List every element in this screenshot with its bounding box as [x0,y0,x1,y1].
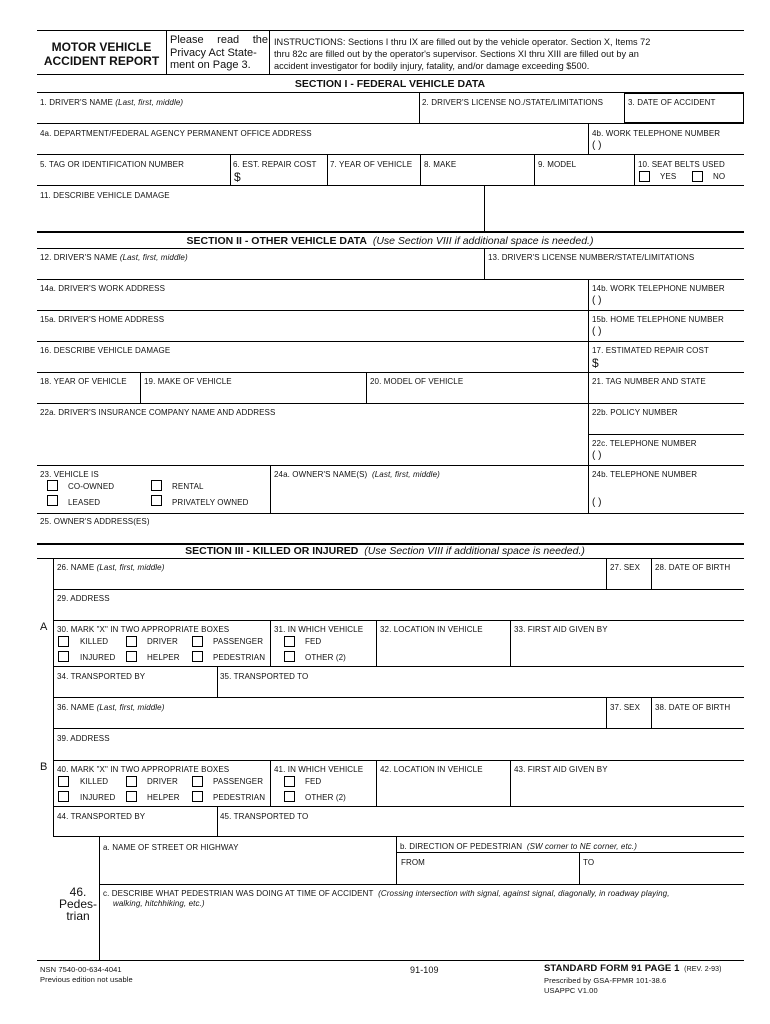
a-fed-label: FED [305,637,322,646]
f2-label: 2. DRIVER'S LICENSE NO./STATE/LIMITATIONS [422,98,604,107]
f24a-label: 24a. OWNER'S NAME(S) (Last, first, middle) [274,470,440,479]
a-injured-label: INJURED [80,653,116,662]
f28-label: 28. DATE OF BIRTH [655,563,731,572]
f15b-parens: ( ) [592,326,602,337]
rental-label: RENTAL [172,482,204,491]
f46c-hint: walking, hitchhiking, etc.) [113,899,205,908]
section2-title: SECTION II - OTHER VEHICLE DATA (Use Section VIII if additional space is needed.) [186,235,594,247]
f24b-parens: ( ) [592,497,602,508]
f17-label: 17. ESTIMATED REPAIR COST [592,346,709,355]
f22a-label: 22a. DRIVER'S INSURANCE COMPANY NAME AND ADDRESS [40,408,276,417]
b-pedestrian-checkbox[interactable] [192,791,203,802]
f46a-label: a. NAME OF STREET OR HIGHWAY [103,843,239,852]
a-other-label: OTHER (2) [305,653,346,662]
f13-label: 13. DRIVER'S LICENSE NUMBER/STATE/LIMITATIONS [488,253,695,262]
f36-label: 36. NAME (Last, first, middle) [57,703,165,712]
form-title-line1: MOTOR VEHICLE [51,40,152,54]
f32-label: 32. LOCATION IN VEHICLE [380,625,483,634]
f30-label: 30. MARK "X" IN TWO APPROPRIATE BOXES [57,625,230,634]
a-killed-label: KILLED [80,637,109,646]
f38-label: 38. DATE OF BIRTH [655,703,731,712]
f6-label: 6. EST. REPAIR COST [233,160,317,169]
f41-label: 41. IN WHICH VEHICLE [274,765,364,774]
a-killed-checkbox[interactable] [58,636,69,647]
b-fed-checkbox[interactable] [284,776,295,787]
f8-label: 8. MAKE [424,160,457,169]
form-title [37,40,166,68]
seatbelt-no-checkbox[interactable] [692,171,703,182]
f18-label: 18. YEAR OF VEHICLE [40,377,127,386]
usappc: USAPPC V1.00 [544,986,598,995]
f40-label: 40. MARK "X" IN TWO APPROPRIATE BOXES [57,765,230,774]
f25-label: 25. OWNER'S ADDRESS(ES) [40,517,150,526]
f37-label: 37. SEX [610,703,641,712]
b-driver-label: DRIVER [147,777,178,786]
rental-checkbox[interactable] [151,480,162,491]
f14a-label: 14a. DRIVER'S WORK ADDRESS [40,284,166,293]
seatbelt-yes-label: YES [660,172,677,181]
a-pedestrian-checkbox[interactable] [192,651,203,662]
b-other-checkbox[interactable] [284,791,295,802]
a-driver-checkbox[interactable] [126,636,137,647]
f34-label: 34. TRANSPORTED BY [57,672,146,681]
f35-label: 35. TRANSPORTED TO [220,672,309,681]
f39-label: 39. ADDRESS [57,734,110,743]
a-other-checkbox[interactable] [284,651,295,662]
a-passenger-checkbox[interactable] [192,636,203,647]
co-owned-label: CO-OWNED [68,482,115,491]
a-driver-label: DRIVER [147,637,178,646]
f14b-parens: ( ) [592,295,602,306]
f15a-label: 15a. DRIVER'S HOME ADDRESS [40,315,165,324]
f22b-label: 22b. POLICY NUMBER [592,408,678,417]
f43-label: 43. FIRST AID GIVEN BY [514,765,608,774]
prescribed: Prescribed by GSA-FPMR 101-38.6 [544,976,667,985]
pedestrian-label: 46. Pedes- trian [58,885,98,923]
f9-label: 9. MODEL [538,160,577,169]
f14b-label: 14b. WORK TELEPHONE NUMBER [592,284,725,293]
f4b-parens: ( ) [592,140,602,151]
f33-label: 33. FIRST AID GIVEN BY [514,625,608,634]
form-title-line2: ACCIDENT REPORT [43,54,160,68]
f11-field[interactable] [40,202,480,230]
a-passenger-label: PASSENGER [213,637,264,646]
f29-label: 29. ADDRESS [57,594,110,603]
f6-dollar: $ [234,170,241,184]
b-injured-checkbox[interactable] [58,791,69,802]
f31-label: 31. IN WHICH VEHICLE [274,625,364,634]
b-pedestrian-label: PEDESTRIAN [213,793,266,802]
f46b-label: b. DIRECTION OF PEDESTRIAN (SW corner to NE corner, etc.) [400,842,637,851]
f27-label: 27. SEX [610,563,641,572]
f3-label: 3. DATE OF ACCIDENT [628,98,716,107]
f12-label: 12. DRIVER'S NAME (Last, first, middle) [40,253,188,262]
instructions: INSTRUCTIONS: Sections I thru IX are filled out by the vehicle operator. Section X, Items 72 thru 82c are filled out by the operator's supervisor. Sections XI thru XIII are filled out by an accident investigator for bodily injury, fatality, and/or damage exceeding $500. [274,37,651,71]
a-fed-checkbox[interactable] [284,636,295,647]
b-injured-label: INJURED [80,793,116,802]
f20-label: 20. MODEL OF VEHICLE [370,377,464,386]
previous-edition: Previous edition not usable [40,975,133,984]
f22c-label: 22c. TELEPHONE NUMBER [592,439,697,448]
b-helper-checkbox[interactable] [126,791,137,802]
to-label: TO [583,858,595,867]
b-passenger-checkbox[interactable] [192,776,203,787]
b-killed-label: KILLED [80,777,109,786]
from-label: FROM [401,858,425,867]
f4a-label: 4a. DEPARTMENT/FEDERAL AGENCY PERMANENT OFFICE ADDRESS [40,129,312,138]
seatbelt-no-label: NO [713,172,726,181]
f44-label: 44. TRANSPORTED BY [57,812,146,821]
section3-title: SECTION III - KILLED OR INJURED (Use Section VIII if additional space is needed.) [185,545,585,557]
privacy-note: Please read the Privacy Act State- ment on Page 3. [170,34,268,71]
f23-label: 23. VEHICLE IS [40,470,99,479]
nsn: NSN 7540-00-634-4041 [40,965,122,974]
b-passenger-label: PASSENGER [213,777,264,786]
a-injured-checkbox[interactable] [58,651,69,662]
b-other-label: OTHER (2) [305,793,346,802]
f1-label: 1. DRIVER'S NAME (Last, first, middle) [40,98,184,107]
standard-form: STANDARD FORM 91 PAGE 1 (REV. 2-93) [544,963,722,974]
b-fed-label: FED [305,777,322,786]
f4b-label: 4b. WORK TELEPHONE NUMBER [592,129,721,138]
f5-label: 5. TAG OR IDENTIFICATION NUMBER [40,160,184,169]
form-code: 91-109 [410,965,439,975]
f24b-label: 24b. TELEPHONE NUMBER [592,470,698,479]
a-helper-checkbox[interactable] [126,651,137,662]
f42-label: 42. LOCATION IN VEHICLE [380,765,483,774]
privately-owned-label: PRIVATELY OWNED [172,498,249,507]
b-helper-label: HELPER [147,793,180,802]
f10-label: 10. SEAT BELTS USED [638,160,725,169]
f22c-parens: ( ) [592,450,602,461]
f17-dollar: $ [592,356,599,370]
f46c-label: c. DESCRIBE WHAT PEDESTRIAN WAS DOING AT TIME OF ACCIDENT (Crossing intersection with signal, against signal, diagonally, in roadway playing, [103,889,670,898]
a-pedestrian-label: PEDESTRIAN [213,653,266,662]
seatbelt-yes-checkbox[interactable] [639,171,650,182]
leased-checkbox[interactable] [47,495,58,506]
person-b-letter: B [40,761,48,773]
f26-label: 26. NAME (Last, first, middle) [57,563,165,572]
b-driver-checkbox[interactable] [126,776,137,787]
f16-label: 16. DESCRIBE VEHICLE DAMAGE [40,346,171,355]
f7-label: 7. YEAR OF VEHICLE [330,160,413,169]
f21-label: 21. TAG NUMBER AND STATE [592,377,706,386]
b-killed-checkbox[interactable] [58,776,69,787]
a-helper-label: HELPER [147,653,180,662]
co-owned-checkbox[interactable] [47,480,58,491]
f45-label: 45. TRANSPORTED TO [220,812,309,821]
section1-title: SECTION I - FEDERAL VEHICLE DATA [294,78,486,90]
leased-label: LEASED [68,498,101,507]
f19-label: 19. MAKE OF VEHICLE [144,377,232,386]
f15b-label: 15b. HOME TELEPHONE NUMBER [592,315,724,324]
privately-owned-checkbox[interactable] [151,495,162,506]
f11-label: 11. DESCRIBE VEHICLE DAMAGE [40,191,170,200]
person-a-letter: A [40,621,48,633]
